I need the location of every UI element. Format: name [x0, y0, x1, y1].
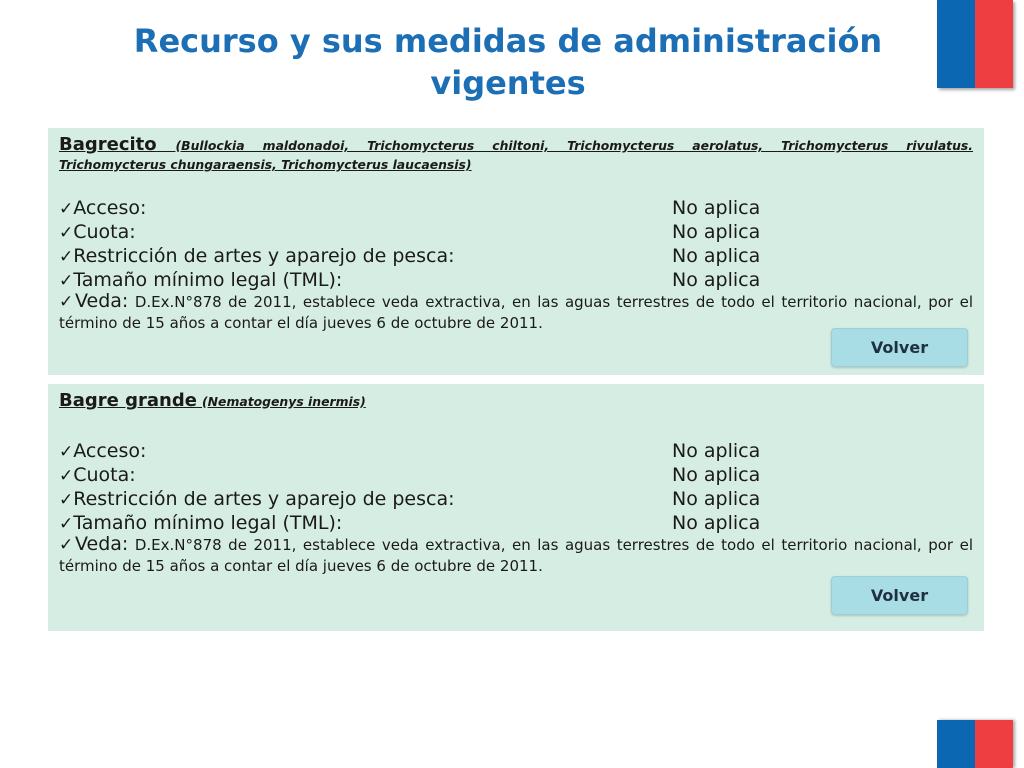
check-icon: ✓ [59, 292, 75, 312]
measure-value: No aplica [672, 440, 761, 462]
measures-list [59, 439, 973, 577]
resource-panel-bagrecito [48, 128, 984, 375]
check-icon: ✓ [59, 442, 74, 462]
check-icon: ✓ [59, 535, 75, 555]
measure-cuota [59, 463, 973, 487]
resource-scientific-names: (Bullockia maldonadoi, Trichomycterus chiltoni, Trichomycterus aerolatus, Trichomycterus rivulatus. [175, 138, 974, 153]
veda-text: D.Ex.N°878 de 2011, establece veda extractiva, en las aguas terrestres de todo el territorio nacional, por el término de 15 años a contar el día jueves 6 de octubre de 2011. [59, 293, 973, 332]
resource-name: Bagre grande [59, 390, 197, 411]
resource-scientific-names-cont: Trichomycterus chungaraensis, Trichomycterus laucaensis) [59, 157, 472, 172]
measures-list [59, 196, 973, 334]
flag-blue-stripe [937, 0, 975, 88]
measure-tml [59, 511, 973, 535]
chile-flag-logo-bottom [937, 720, 1013, 768]
measure-acceso [59, 439, 973, 463]
resource-heading [59, 136, 973, 156]
resource-name: Bagrecito [59, 134, 157, 155]
measure-label: Cuota: [73, 464, 136, 486]
measure-value: No aplica [672, 488, 761, 510]
veda-label: Veda: [75, 533, 129, 555]
measure-value: No aplica [672, 512, 761, 534]
measure-label: Cuota: [73, 221, 136, 243]
measure-value: No aplica [672, 197, 761, 219]
resource-heading [59, 392, 973, 411]
flag-red-stripe [975, 720, 1013, 768]
measure-value: No aplica [672, 269, 761, 291]
check-icon: ✓ [59, 466, 74, 486]
check-icon: ✓ [59, 514, 74, 534]
measure-label: Restricción de artes y aparejo de pesca: [73, 488, 455, 510]
flag-red-stripe [975, 0, 1013, 88]
check-icon: ✓ [59, 247, 74, 267]
check-icon: ✓ [59, 199, 74, 219]
check-icon: ✓ [59, 271, 74, 291]
chile-flag-logo-top [937, 0, 1013, 88]
measure-veda [59, 534, 973, 577]
measure-label: Acceso: [73, 440, 147, 462]
measure-tml [59, 268, 973, 292]
check-icon: ✓ [59, 490, 74, 510]
resource-scientific-names: (Nematogenys inermis) [202, 394, 366, 409]
resource-panel-bagre-grande [48, 384, 984, 631]
measure-cuota [59, 220, 973, 244]
measure-label: Tamaño mínimo legal (TML): [73, 512, 343, 534]
volver-button[interactable]: Volver [831, 328, 968, 367]
measure-acceso [59, 196, 973, 220]
measure-label: Restricción de artes y aparejo de pesca: [73, 245, 455, 267]
measure-restriccion [59, 487, 973, 511]
measure-label: Tamaño mínimo legal (TML): [73, 269, 343, 291]
veda-label: Veda: [75, 290, 129, 312]
flag-blue-stripe [937, 720, 975, 768]
veda-text: D.Ex.N°878 de 2011, establece veda extractiva, en las aguas terrestres de todo el territorio nacional, por el término de 15 años a contar el día jueves 6 de octubre de 2011. [59, 536, 973, 575]
measure-restriccion [59, 244, 973, 268]
measure-value: No aplica [672, 464, 761, 486]
measure-value: No aplica [672, 245, 761, 267]
volver-button[interactable]: Volver [831, 576, 968, 615]
page-title: Recurso y sus medidas de administración vigentes [133, 22, 883, 102]
measure-value: No aplica [672, 221, 761, 243]
measure-label: Acceso: [73, 197, 147, 219]
check-icon: ✓ [59, 223, 74, 243]
